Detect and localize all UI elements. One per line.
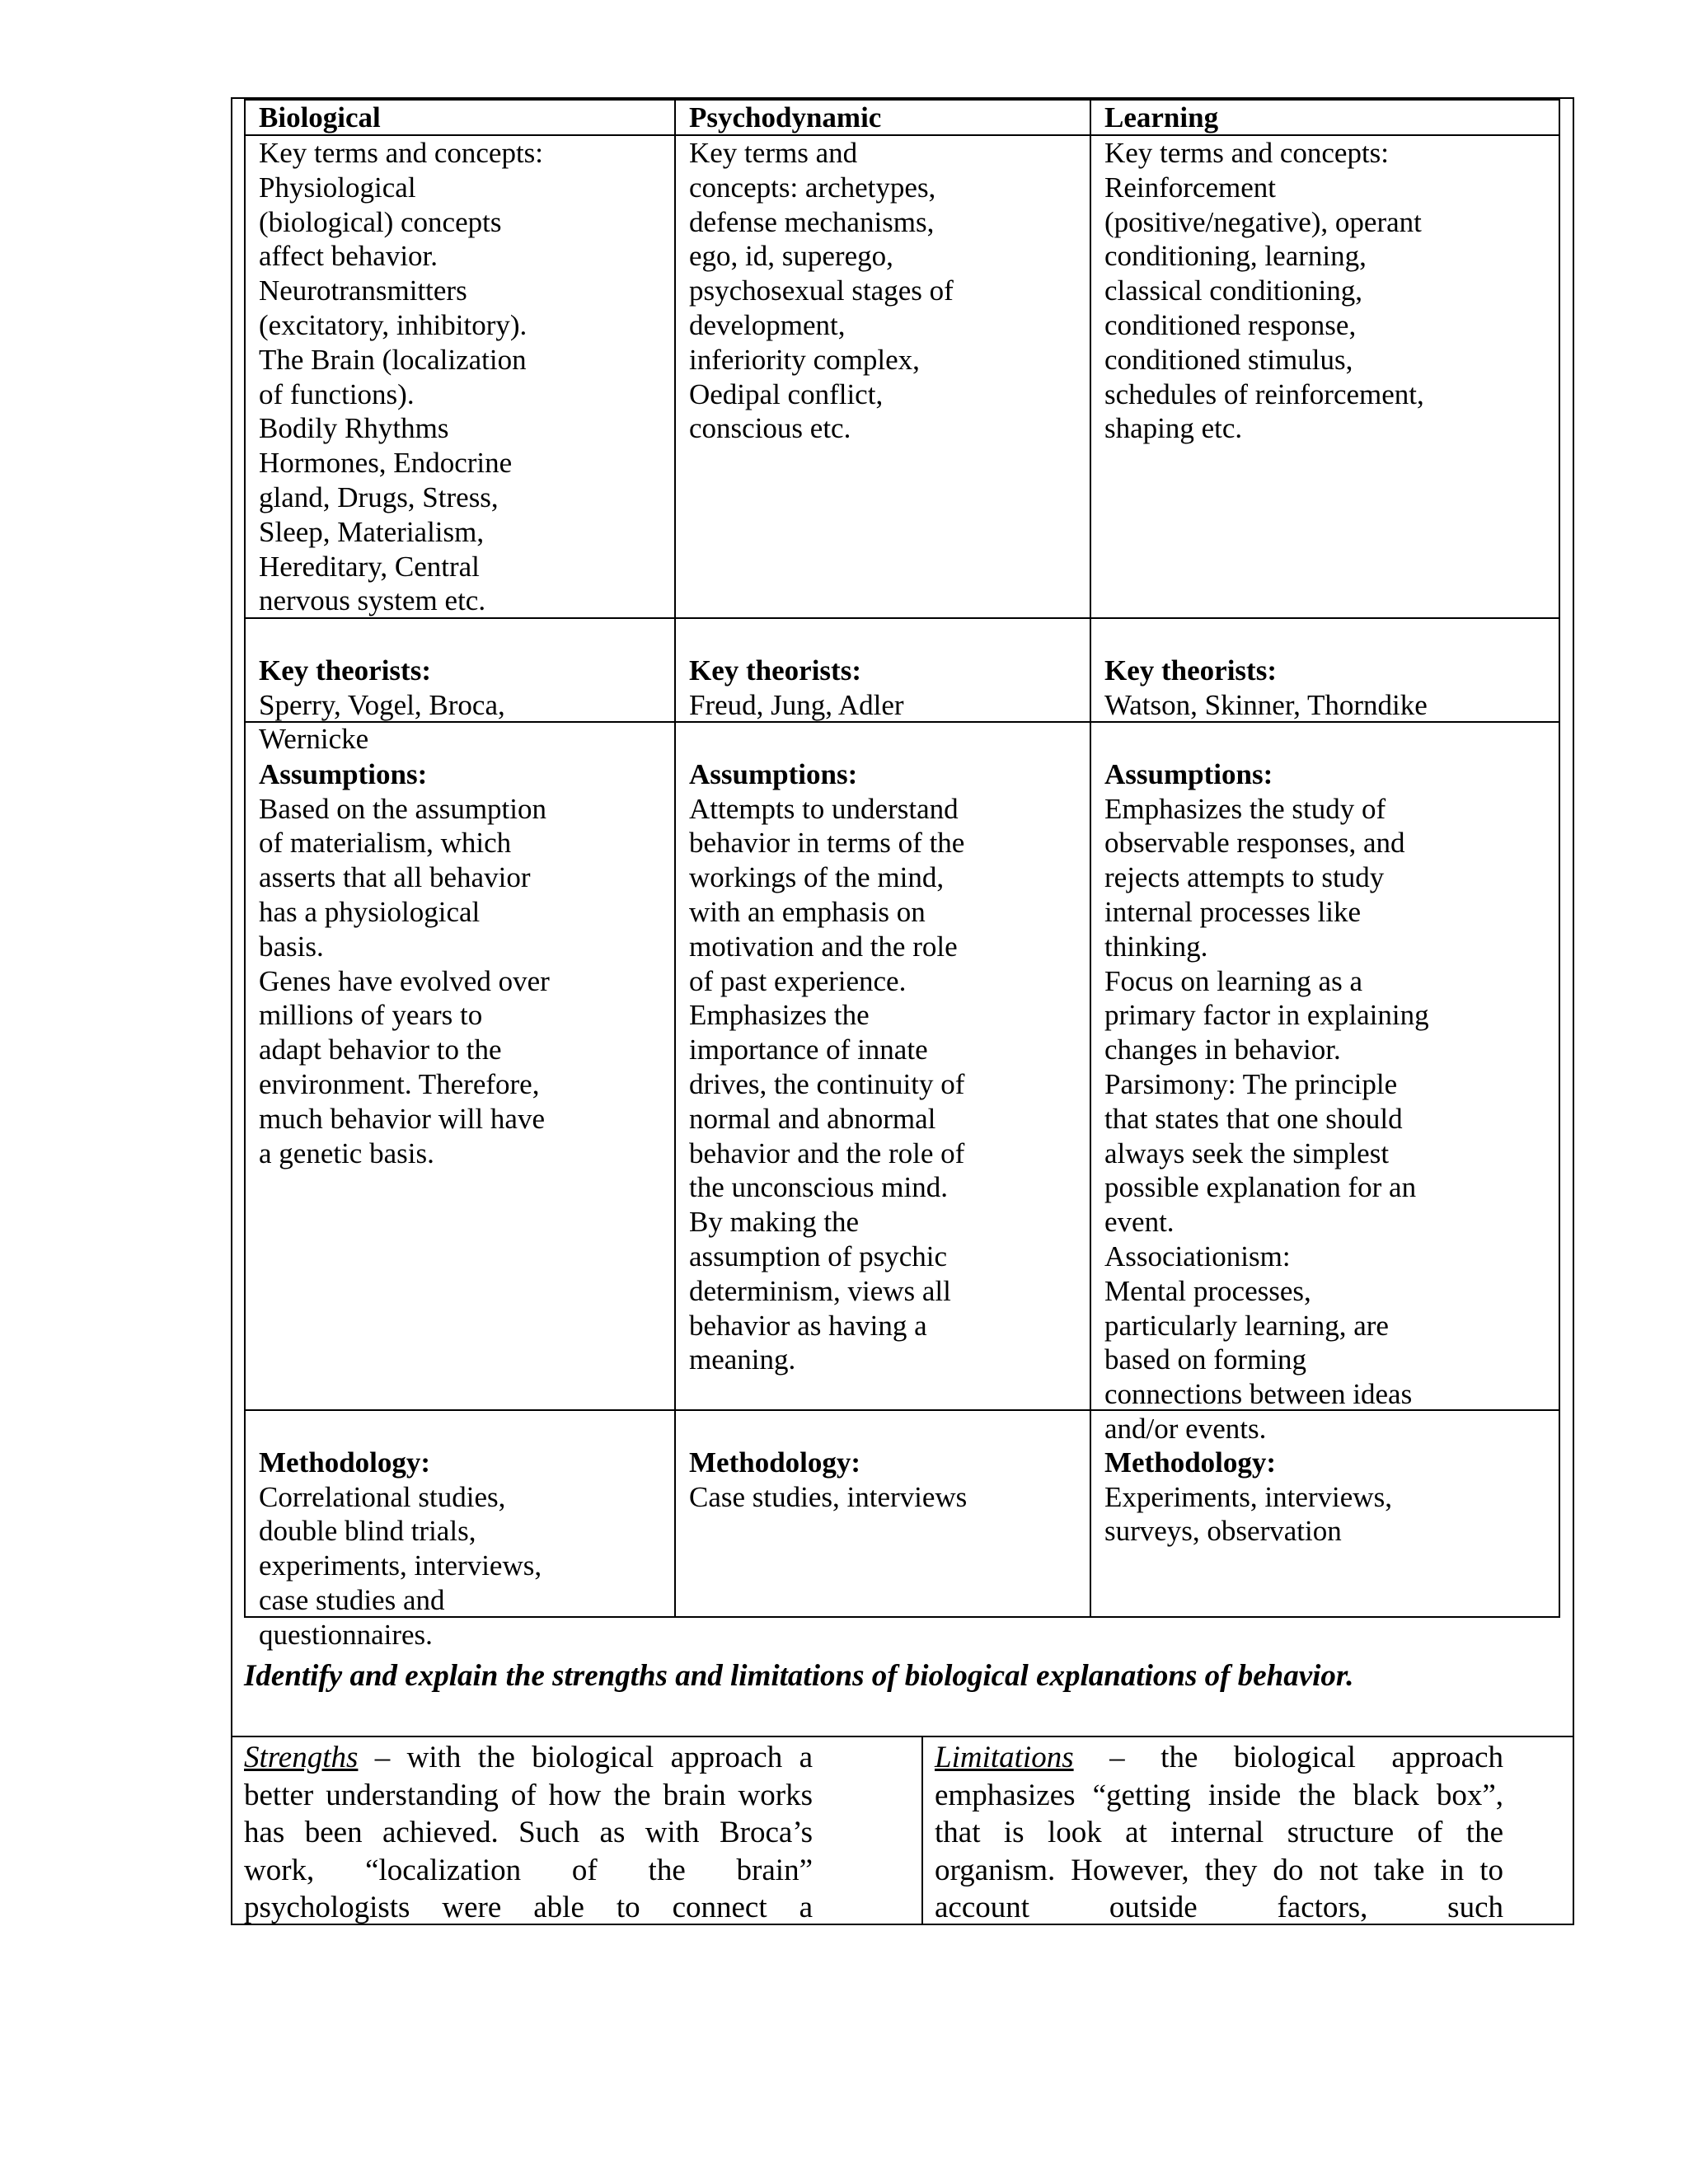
column-divider-1 [674, 99, 676, 1618]
theorists-label: Key theorists: [259, 654, 431, 687]
theorists-label: Key theorists: [1104, 654, 1277, 687]
section-title: Identify and explain the strengths and limitations of biological explanations of behavior. [244, 1659, 1354, 1693]
column-header-biological: Biological [259, 101, 381, 134]
key-terms-learning: Key terms and concepts: Reinforcement (positive/negative), operant conditioning, learning, classical conditioning, conditioned response, conditioned stimulus, schedules of reinforcement, shaping etc. [1104, 137, 1424, 445]
theorists-value: Freud, Jung, Adler [689, 688, 904, 721]
limitations-text: – the biological approach emphasizes “getting inside the black box”, that is look at internal structure of the organism. However, they do not take in to account outside factors, such [935, 1741, 1503, 1924]
methodology-psychodynamic [689, 1411, 967, 1514]
methodology-label: Methodology: [259, 1446, 431, 1479]
theorists-value: Sperry, Vogel, Broca, Wernicke [259, 688, 505, 756]
strengths-paragraph [244, 1739, 813, 1927]
column-header-psychodynamic: Psychodynamic [689, 101, 882, 134]
column-header-learning: Learning [1104, 101, 1219, 134]
theorists-psychodynamic [689, 619, 904, 722]
methodology-learning [1104, 1411, 1392, 1549]
strengths-limitations-divider [921, 1737, 923, 1925]
assumptions-value: Based on the assumption of materialism, which asserts that all behavior has a physiological basis. Genes have evolved over millions of years to adapt behavior to the environment. Therefore, much behavior will have a genetic basis. [259, 792, 550, 1169]
methodology-value: Case studies, interviews [689, 1480, 968, 1513]
section-divider [231, 1736, 1574, 1737]
assumptions-learning [1104, 723, 1429, 1446]
key-terms-psychodynamic: Key terms and concepts: archetypes, defense mechanisms, ego, id, superego, psychosexual stages of development, inferiority complex, Oedipal conflict, conscious etc. [689, 137, 954, 445]
assumptions-value: Emphasizes the study of observable responses, and rejects attempts to study internal processes like thinking. Focus on learning as a primary factor in explaining changes in behavior. Parsimony: The principle that states that one should always seek the simplest possible explanation for an event. Associationism: Mental processes, particularly learning, are based on forming connections between ideas and/or events. [1104, 792, 1429, 1445]
methodology-label: Methodology: [1104, 1446, 1277, 1479]
assumptions-label: Assumptions: [1104, 757, 1273, 790]
strengths-heading: Strengths [244, 1741, 359, 1774]
methodology-biological [259, 1411, 542, 1652]
assumptions-label: Assumptions: [689, 757, 858, 790]
limitations-paragraph [935, 1739, 1503, 1927]
assumptions-value: Attempts to understand behavior in terms of the workings of the mind, with an emphasis on motivation and the role of past experience. Emphasizes the importance of innate drives, the continuity of normal and abnormal behavior and the role of the unconscious mind. By making the assumption of psychic determinism, views all behavior as having a meaning. [689, 792, 965, 1376]
theorists-label: Key theorists: [689, 654, 861, 687]
methodology-value: Experiments, interviews, surveys, observation [1104, 1480, 1392, 1548]
theorists-learning [1104, 619, 1428, 722]
column-divider-2 [1090, 99, 1091, 1618]
limitations-heading: Limitations [935, 1741, 1074, 1774]
assumptions-psychodynamic [689, 723, 964, 1377]
methodology-value: Correlational studies, double blind trials, experiments, interviews, case studies and questionnaires. [259, 1480, 542, 1651]
assumptions-label: Assumptions: [259, 757, 428, 790]
methodology-label: Methodology: [689, 1446, 861, 1479]
key-terms-biological: Key terms and concepts: Physiological (biological) concepts affect behavior. Neurotransmitters (excitatory, inhibitory). The Brain (localization of functions). Bodily Rhythms Hormones, Endocrine gland, Drugs, Stress, Sleep, Materialism, Hereditary, Central nervous system etc. [259, 137, 544, 617]
strengths-text: – with the biological approach a better understanding of how the brain works has been achieved. Such as with Broca’s work, “localization of the brain” psychologists were able to connect a [244, 1741, 813, 1924]
assumptions-biological [259, 723, 550, 1170]
theorists-value: Watson, Skinner, Thorndike [1104, 688, 1428, 721]
